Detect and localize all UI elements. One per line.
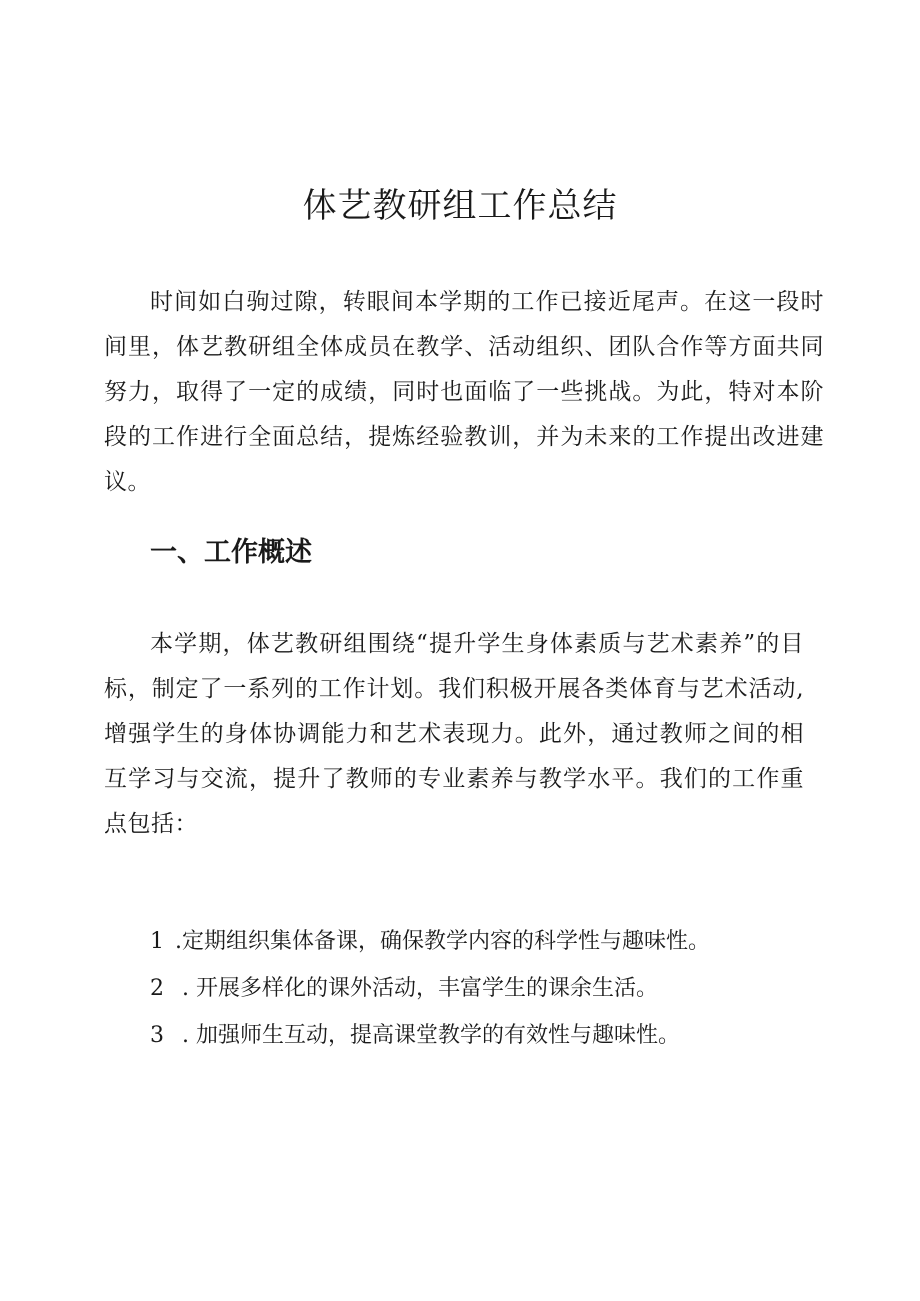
list-item-number: 1 — [150, 929, 164, 954]
intro-paragraph: 时间如白驹过隙，转眼间本学期的工作已接近尾声。在这一段时间里，体艺教研组全体成员在教学、活动组织、团队合作等方面共同努力，取得了一定的成绩，同时也面临了一些挑战。为此，特对本阶段的工作进行全面总结，提炼经验教训，并为未来的工作提出改进建议。 — [104, 289, 824, 495]
list-item-text: .定期组织集体备课，确保教学内容的科学性与趣味性。 — [168, 929, 710, 954]
list-item-number: 2 — [150, 976, 164, 1001]
list-item-number: 3 — [150, 1023, 164, 1048]
list-item — [150, 1012, 710, 1059]
section-paragraph: 本学期，体艺教研组围绕“提升学生身体素质与艺术素养”的目标，制定了一系列的工作计划。我们积极开展各类体育与艺术活动,增强学生的身体协调能力和艺术表现力。此外，通过教师之间的相互学习与交流，提升了教师的专业素养与教学水平。我们的工作重点包括： — [104, 631, 804, 837]
list-item — [150, 965, 710, 1012]
list-item-text: . 加强师生互动，提高课堂教学的有效性与趣味性。 — [168, 1023, 680, 1048]
list-item-text: . 开展多样化的课外活动，丰富学生的课余生活。 — [168, 976, 658, 1001]
list-item — [150, 918, 710, 965]
work-focus-list — [150, 918, 710, 1059]
section-heading: 一、工作概述 — [150, 537, 312, 568]
document-title: 体艺教研组工作总结 — [302, 186, 618, 226]
